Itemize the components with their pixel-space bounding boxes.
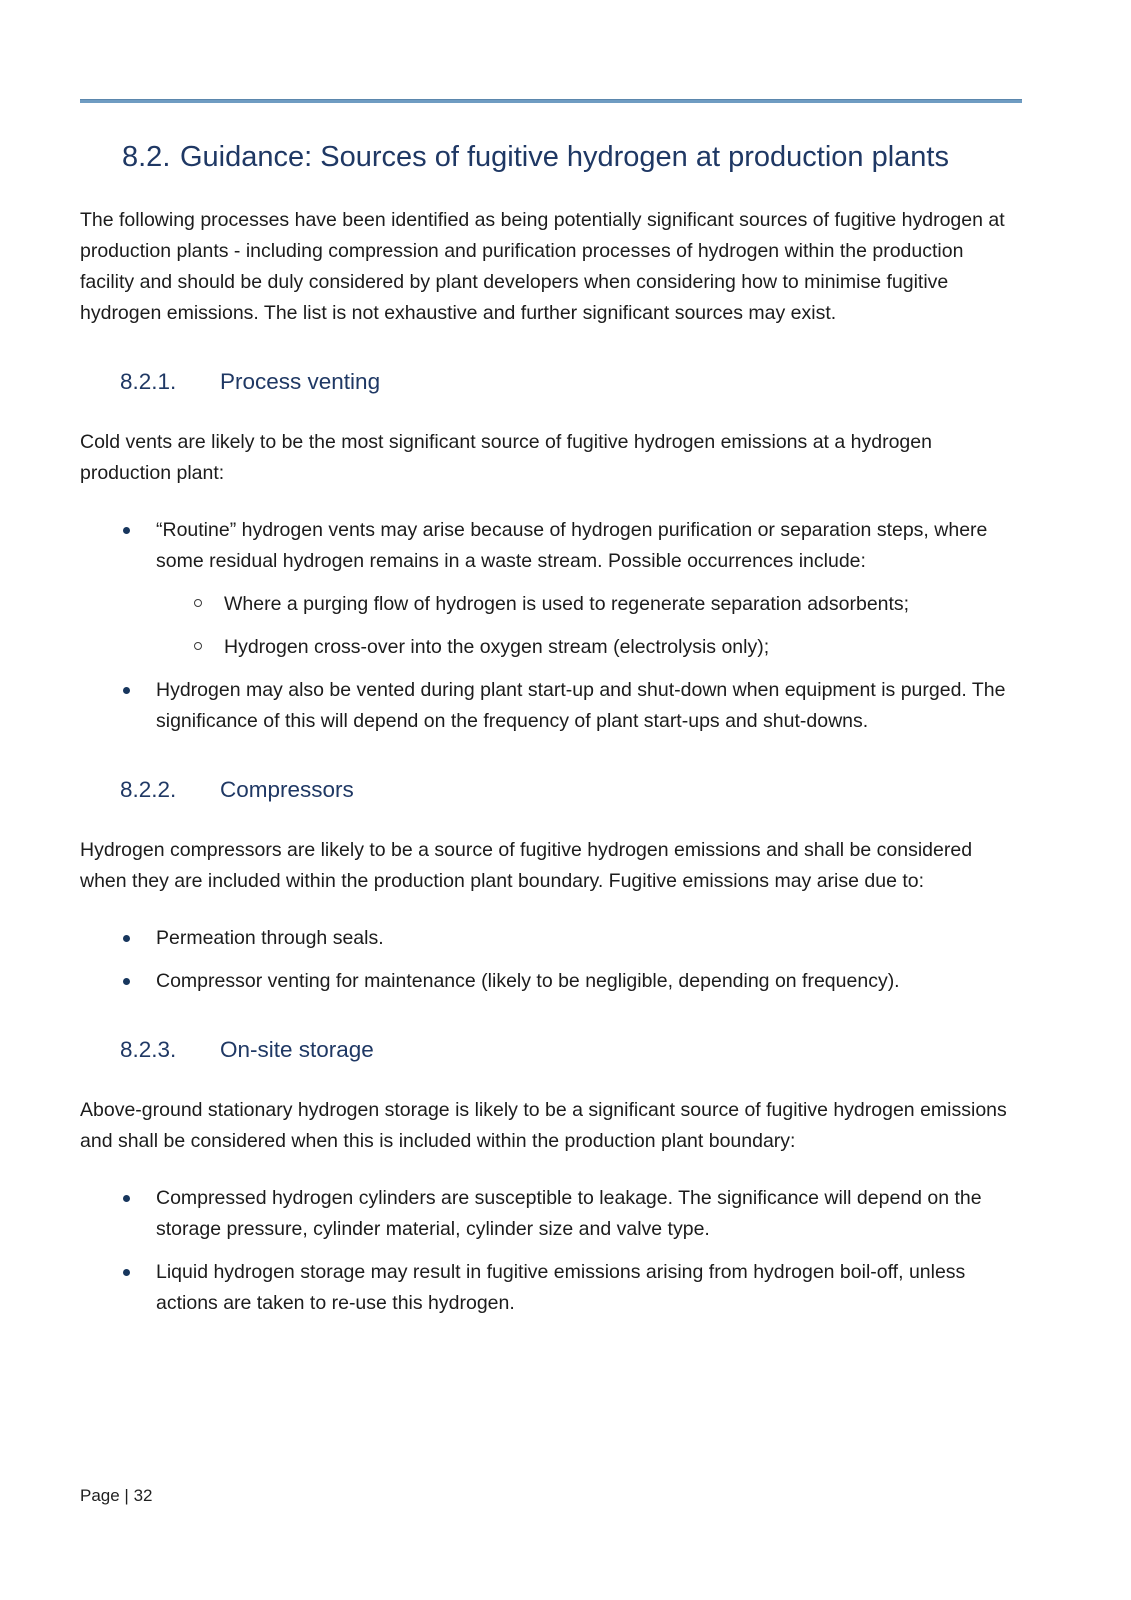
list-item-text: “Routine” hydrogen vents may arise because of hydrogen purification or separation steps, where some residual hydrogen remains in a waste stream. Possible occurrences include: [156,519,988,572]
bullet-icon [123,675,156,737]
header-rule [80,99,1022,103]
subsection-intro: Cold vents are likely to be the most significant source of fugitive hydrogen emissions at a hydrogen production plant: [80,431,932,484]
intro-paragraph: The following processes have been identified as being potentially significant sources of fugitive hydrogen at production plants - including compression and purification processes of hydrogen within the production facility and should be duly considered by plant developers when considering how to minimise fugitive hydrogen emissions. The list is not exhaustive and further significant sources may exist. [80,209,1005,324]
section-heading-8-2 [80,137,1022,177]
subsection-heading-8-2-3 [80,1035,1022,1065]
sub-list-item-text: Hydrogen cross-over into the oxygen stream (electrolysis only); [224,636,770,658]
bullet-list [80,515,1022,737]
sub-list-item [156,589,1022,620]
sub-bullet-icon [194,632,224,663]
bullet-icon [123,515,156,663]
list-item-text: Permeation through seals. [156,927,384,949]
bullet-list [80,923,1022,997]
subsection-intro: Above-ground stationary hydrogen storage is likely to be a significant source of fugitive hydrogen emissions and shall be considered when this is included within the production plant boundary: [80,1099,1007,1152]
list-item-text: Compressor venting for maintenance (likely to be negligible, depending on frequency). [156,970,900,992]
list-item [80,1183,1022,1245]
subsection-heading-8-2-2 [80,775,1022,805]
bullet-icon [123,923,156,954]
subsection-title: Process venting [220,369,381,394]
list-item [80,1257,1022,1319]
list-item [80,923,1022,954]
list-item-text: Hydrogen may also be vented during plant start-up and shut-down when equipment is purged. The significance of this will depend on the frequency of plant start-ups and shut-downs. [156,679,1006,732]
sub-bullet-list [156,589,1022,663]
subsection-number: 8.2.3. [120,1037,177,1062]
sub-list-item-text: Where a purging flow of hydrogen is used to regenerate separation adsorbents; [224,593,910,615]
bullet-icon [123,966,156,997]
subsection-number: 8.2.1. [120,369,177,394]
section-title: Guidance: Sources of fugitive hydrogen at production plants [180,141,949,173]
page-number-footer: Page | 32 [80,1486,153,1505]
subsection-title: Compressors [220,777,354,802]
subsection-title: On-site storage [220,1037,374,1062]
bullet-icon [123,1257,156,1319]
section-number: 8.2. [122,141,171,173]
subsection-heading-8-2-1 [80,367,1022,397]
bullet-list [80,1183,1022,1319]
bullet-icon [123,1183,156,1245]
page-content [80,99,1022,1337]
subsection-number: 8.2.2. [120,777,177,802]
list-item [80,966,1022,997]
sub-list-item [156,632,1022,663]
list-item-text: Compressed hydrogen cylinders are susceptible to leakage. The significance will depend on the storage pressure, cylinder material, cylinder size and valve type. [156,1187,982,1240]
list-item-body [156,515,1022,663]
sub-bullet-icon [194,589,224,620]
list-item [80,675,1022,737]
list-item-text: Liquid hydrogen storage may result in fugitive emissions arising from hydrogen boil-off, unless actions are taken to re-use this hydrogen. [156,1261,966,1314]
list-item [80,515,1022,663]
subsection-intro: Hydrogen compressors are likely to be a source of fugitive hydrogen emissions and shall be considered when they are included within the production plant boundary. Fugitive emissions may arise due to: [80,839,973,892]
